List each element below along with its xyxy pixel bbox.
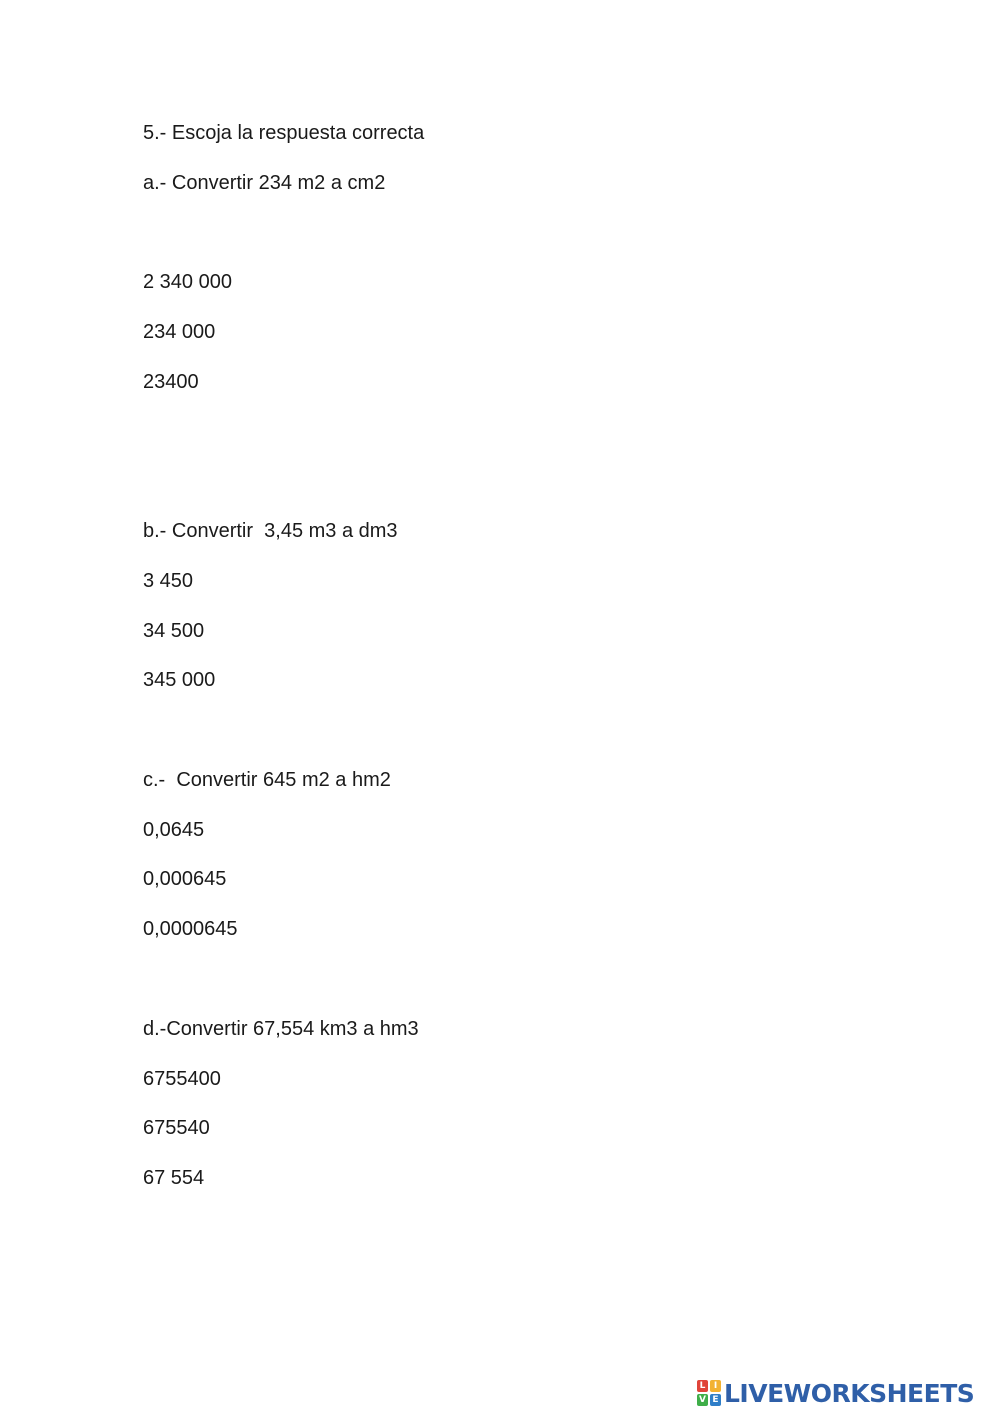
question-c-option-1[interactable]: 0,0645 (143, 819, 205, 841)
question-d-option-3[interactable]: 67 554 (143, 1167, 205, 1189)
question-b-option-3[interactable]: 345 000 (143, 669, 216, 691)
question-d-option-1[interactable]: 6755400 (143, 1068, 221, 1090)
question-c-option-2[interactable]: 0,000645 (143, 868, 227, 890)
liveworksheets-logo-text: LIVEWORKSHEETS (724, 1378, 975, 1408)
question-c-option-3[interactable]: 0,0000645 (143, 918, 238, 940)
question-c-prompt: c.- Convertir 645 m2 a hm2 (143, 769, 391, 791)
question-a-option-2[interactable]: 234 000 (143, 321, 216, 343)
question-a-option-3[interactable]: 23400 (143, 371, 199, 393)
logo-letter-l: L (697, 1380, 708, 1392)
question-d-prompt: d.-Convertir 67,554 km3 a hm3 (143, 1018, 419, 1040)
question-d-option-2[interactable]: 675540 (143, 1117, 210, 1139)
logo-letter-e: E (710, 1394, 721, 1406)
worksheet-title: 5.- Escoja la respuesta correcta (143, 122, 425, 144)
logo-letter-i: I (710, 1380, 721, 1392)
question-a-prompt: a.- Convertir 234 m2 a cm2 (143, 172, 386, 194)
logo-letter-v: V (697, 1394, 708, 1406)
liveworksheets-logo (697, 1379, 974, 1407)
question-b-option-2[interactable]: 34 500 (143, 620, 205, 642)
question-a-option-1[interactable]: 2 340 000 (143, 271, 232, 293)
question-b-prompt: b.- Convertir 3,45 m3 a dm3 (143, 520, 398, 542)
liveworksheets-logo-icon (697, 1380, 721, 1406)
question-b-option-1[interactable]: 3 450 (143, 570, 194, 592)
